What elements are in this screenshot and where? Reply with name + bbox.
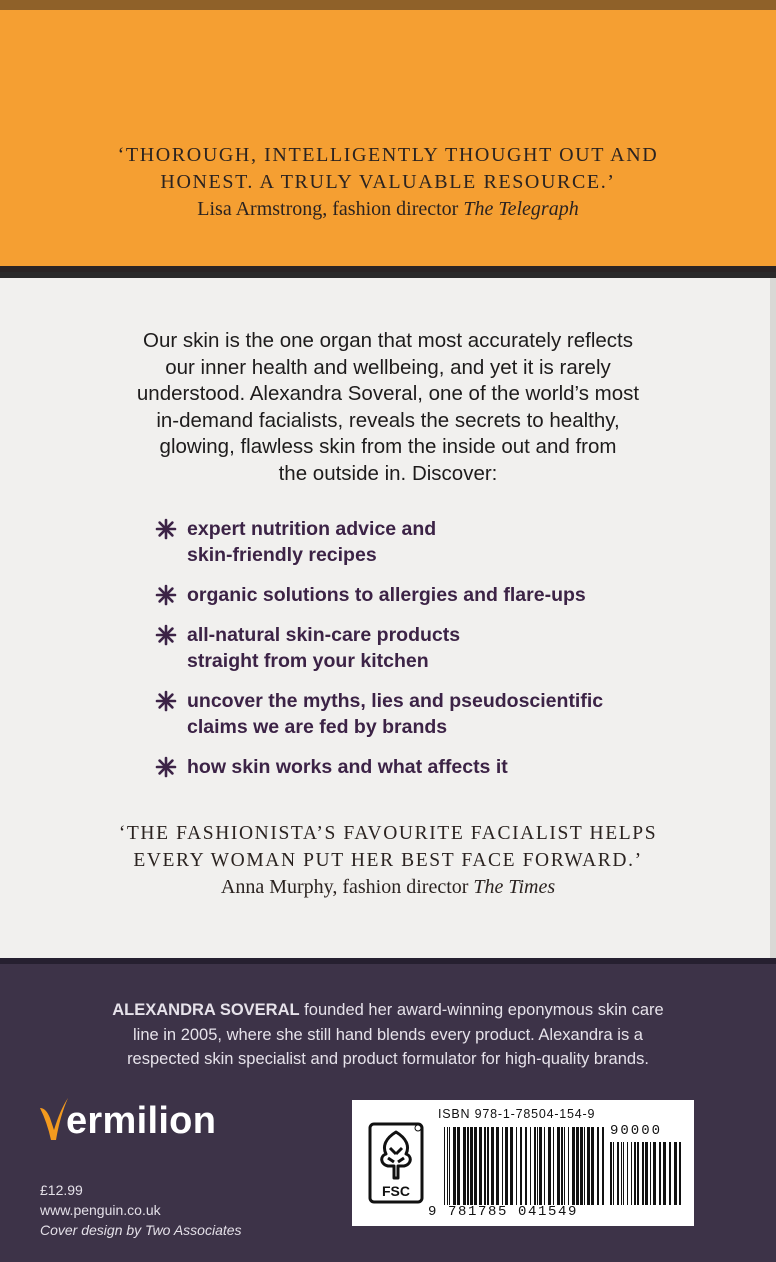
barcode-bar [602,1127,604,1205]
author-name: ALEXANDRA SOVERAL [112,1001,300,1019]
barcode-bar [463,1127,466,1205]
barcode-bar [663,1142,666,1205]
quote-line: ‘THE FASHIONISTA’S FAVOURITE FACIALIST HELPS [118,823,658,844]
barcode-bar [653,1142,656,1205]
barcode-bar [669,1142,671,1205]
barcode-bar [627,1142,628,1205]
feature-line: uncover the myths, lies and pseudoscientific [187,690,604,712]
feature-line: expert nutrition advice and [187,518,437,540]
barcode-bar [584,1127,585,1205]
bio-text: founded her award-winning eponymous skin care [299,1001,664,1019]
book-blurb [90,328,686,487]
quote-attribution [0,874,776,901]
barcode-bar [580,1127,583,1205]
asterisk-bullet-icon [155,690,177,712]
blurb-line: understood. Alexandra Soveral, one of the world’s most [136,382,640,405]
bio-line: line in 2005, where she still hand blends every product. Alexandra is a [133,1025,643,1044]
feature-item [155,754,715,780]
barcode-bar [449,1127,450,1205]
barcode-bar [568,1127,569,1205]
barcode-bar [623,1142,624,1205]
top-review-quote [0,142,776,223]
addon-barcode [610,1142,682,1205]
barcode-bar [505,1127,508,1205]
feature-item [155,622,715,674]
blurb-line: glowing, flawless skin from the inside out and from [159,435,617,458]
author-publisher-band [0,958,776,1262]
publication-name: The Times [473,876,556,898]
asterisk-bullet-icon [155,624,177,646]
barcode-bar [491,1127,494,1205]
cover-credit: Cover design by Two Associates [40,1222,242,1238]
isbn-barcode [444,1127,604,1205]
barcode-bar [591,1127,594,1205]
barcode-bar [621,1142,622,1205]
barcode-bar [610,1142,612,1205]
barcode-bar [572,1127,575,1205]
asterisk-bullet-icon [155,756,177,778]
barcode-bar [444,1127,445,1205]
feature-line: skin-friendly recipes [187,544,377,566]
top-quote-band [0,0,776,272]
barcode-bar [548,1127,551,1205]
vermilion-logo [38,1096,248,1146]
feature-item [155,516,715,568]
barcode-bar [637,1142,639,1205]
barcode-bar [534,1127,536,1205]
asterisk-bullet-icon [155,584,177,606]
barcode-bar [487,1127,489,1205]
barcode-bar [457,1127,460,1205]
barcode-bar [587,1127,590,1205]
barcode-bar [544,1127,545,1205]
price: £12.99 [40,1182,83,1198]
blurb-line: Our skin is the one organ that most accurately reflects [143,329,633,352]
blurb-line: in-demand facialists, reveals the secrets to healthy, [156,408,620,432]
barcode-bar [659,1142,661,1205]
isbn-label: ISBN 978-1-78504-154-9 [438,1107,596,1121]
barcode-bar [484,1127,486,1205]
barcode-bar [530,1127,531,1205]
feature-line: straight from your kitchen [187,650,429,672]
barcode-bar [539,1127,542,1205]
barcode-bar [645,1142,648,1205]
fsc-label: FSC [382,1183,410,1199]
bottom-review-quote [0,820,776,901]
barcode-bar [467,1127,469,1205]
feature-list [155,516,715,794]
barcode-bar [520,1127,522,1205]
barcode-bar [470,1127,473,1205]
feature-line: organic solutions to allergies and flare-ups [187,584,586,606]
blurb-line: our inner health and wellbeing, and yet it is rarely [165,355,611,379]
quote-attribution [0,196,776,223]
barcode-bar [537,1127,538,1205]
quote-line: ‘THOROUGH, INTELLIGENTLY THOUGHT OUT AND [117,144,659,166]
barcode-panel [352,1100,694,1226]
feature-line: how skin works and what affects it [187,756,508,778]
barcode-bar [496,1127,499,1205]
author-bio [60,998,716,1072]
barcode-bar [474,1127,477,1205]
feature-item [155,582,715,608]
barcode-bar [564,1127,565,1205]
barcode-bar [479,1127,482,1205]
barcode-bar [553,1127,554,1205]
barcode-bar [576,1127,579,1205]
barcode-bar [613,1142,614,1205]
feature-item [155,688,715,740]
barcode-bar [679,1142,681,1205]
quote-line: HONEST. A TRULY VALUABLE RESOURCE.’ [160,171,616,193]
publisher-info [40,1180,242,1240]
barcode-bar [634,1142,636,1205]
barcode-bar [617,1142,619,1205]
top-edge-shadow [0,0,776,10]
bio-line: respected skin specialist and product formulator for high-quality brands. [127,1050,649,1068]
barcode-bar [516,1127,517,1205]
feature-line: all-natural skin-care products [187,624,461,646]
logo-wordmark: ermilion [66,1100,217,1142]
reviewer: Lisa Armstrong, fashion director [197,198,459,220]
publisher-website: www.penguin.co.uk [40,1202,161,1218]
barcode-bar [650,1142,651,1205]
isbn-digits: 9 781785 041549 [428,1204,579,1220]
barcode-bar [453,1127,456,1205]
barcode-bar [642,1142,644,1205]
barcode-bar [447,1127,448,1205]
fsc-tree-icon [366,1120,426,1206]
publication-name: The Telegraph [463,198,579,220]
quote-line: EVERY WOMAN PUT HER BEST FACE FORWARD.’ [133,850,643,871]
barcode-bar [561,1127,563,1205]
barcode-bar [674,1142,677,1205]
barcode-bar [557,1127,560,1205]
barcode-bar [597,1127,599,1205]
barcode-bar [510,1127,513,1205]
barcode-bar [525,1127,527,1205]
reviewer: Anna Murphy, fashion director [220,876,469,898]
bio-line [60,998,716,1023]
description-panel [0,278,776,958]
barcode-bar [502,1127,503,1205]
blurb-line: the outside in. Discover: [278,461,498,485]
asterisk-bullet-icon [155,518,177,540]
barcode-bar [631,1142,632,1205]
addon-digits: 90000 [610,1123,663,1139]
feature-line: claims we are fed by brands [187,716,448,738]
